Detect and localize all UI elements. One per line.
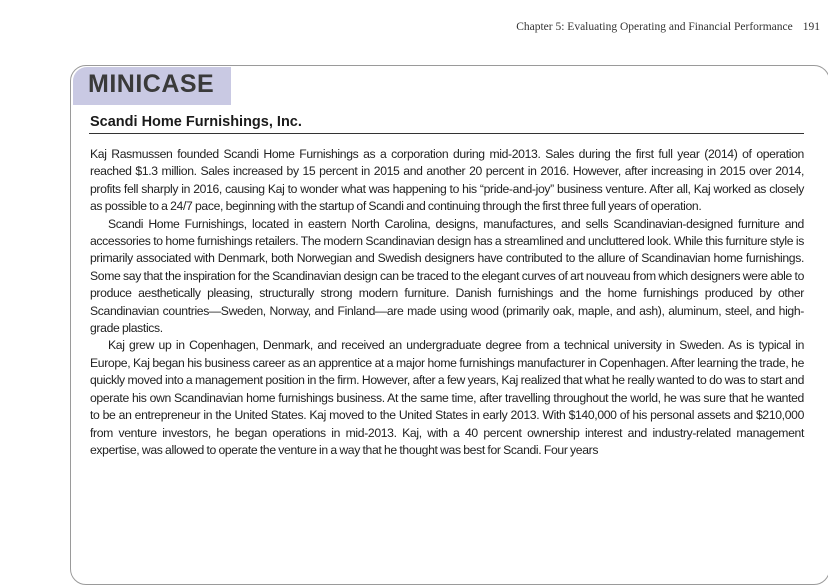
title-rule <box>89 133 804 134</box>
paragraph-2: Scandi Home Furnishings, located in eastern North Carolina, designs, manufactures, and sells Scandinavian-designed furniture and accessories to home furnishings retailers. The modern Scandinavian design has a streamlined and uncluttered look. While this furniture style is primarily associated with Denmark, both Norwegian and Swedish designers have contributed to the allure of Scandinavian home furnishings. Some say that the inspiration for the Scandinavian design can be traced to the elegant curves of art nouveau from which designers were able to produce aesthetically pleasing, structurally strong modern furniture. Danish furnishings and the home furnishings produced by other Scandinavian countries—Sweden, Norway, and Finland—are made using wood (primarily oak, maple, and ash), aluminum, steel, and high-grade plastics. <box>90 216 804 336</box>
minicase-label: MINICASE <box>88 70 215 98</box>
chapter-title: Chapter 5: Evaluating Operating and Financial Performance <box>516 21 793 33</box>
running-head <box>516 21 820 33</box>
case-body <box>90 146 804 459</box>
paragraph-1: Kaj Rasmussen founded Scandi Home Furnishings as a corporation during mid-2013. Sales during the first full year (2014) of operation reached $1.3 million. Sales increased by 15 percent in 2015 and another 20 percent in 2016. However, after increasing in 2015 over 2014, profits fell sharply in 2016, causing Kaj to wonder what was happening to his “pride-and-joy” business venture. After all, Kaj worked as closely as possible to a 24/7 pace, beginning with the startup of Scandi and continuing through the first three full years of operation. <box>90 147 804 214</box>
paragraph-3: Kaj grew up in Copenhagen, Denmark, and received an undergraduate degree from a technical university in Sweden. As is typical in Europe, Kaj began his business career as an apprentice at a major home furnishings manufacturer in Copenhagen. After learning the trade, he quickly moved into a management position in the firm. However, after a few years, Kaj realized that what he really wanted to do was to start and operate his own Scandinavian home furnishings business. At the same time, after travelling throughout the world, he was sure that he wanted to be an entrepreneur in the United States. Kaj moved to the United States in early 2013. With $140,000 of his personal assets and $210,000 from venture investors, he began operations in mid-2013. Kaj, with a 40 percent ownership interest and industry-related management expertise, was allowed to operate the venture in a way that he thought was best for Scandi. Four years <box>90 338 804 457</box>
case-title: Scandi Home Furnishings, Inc. <box>90 114 302 130</box>
page-number: 191 <box>802 21 820 33</box>
